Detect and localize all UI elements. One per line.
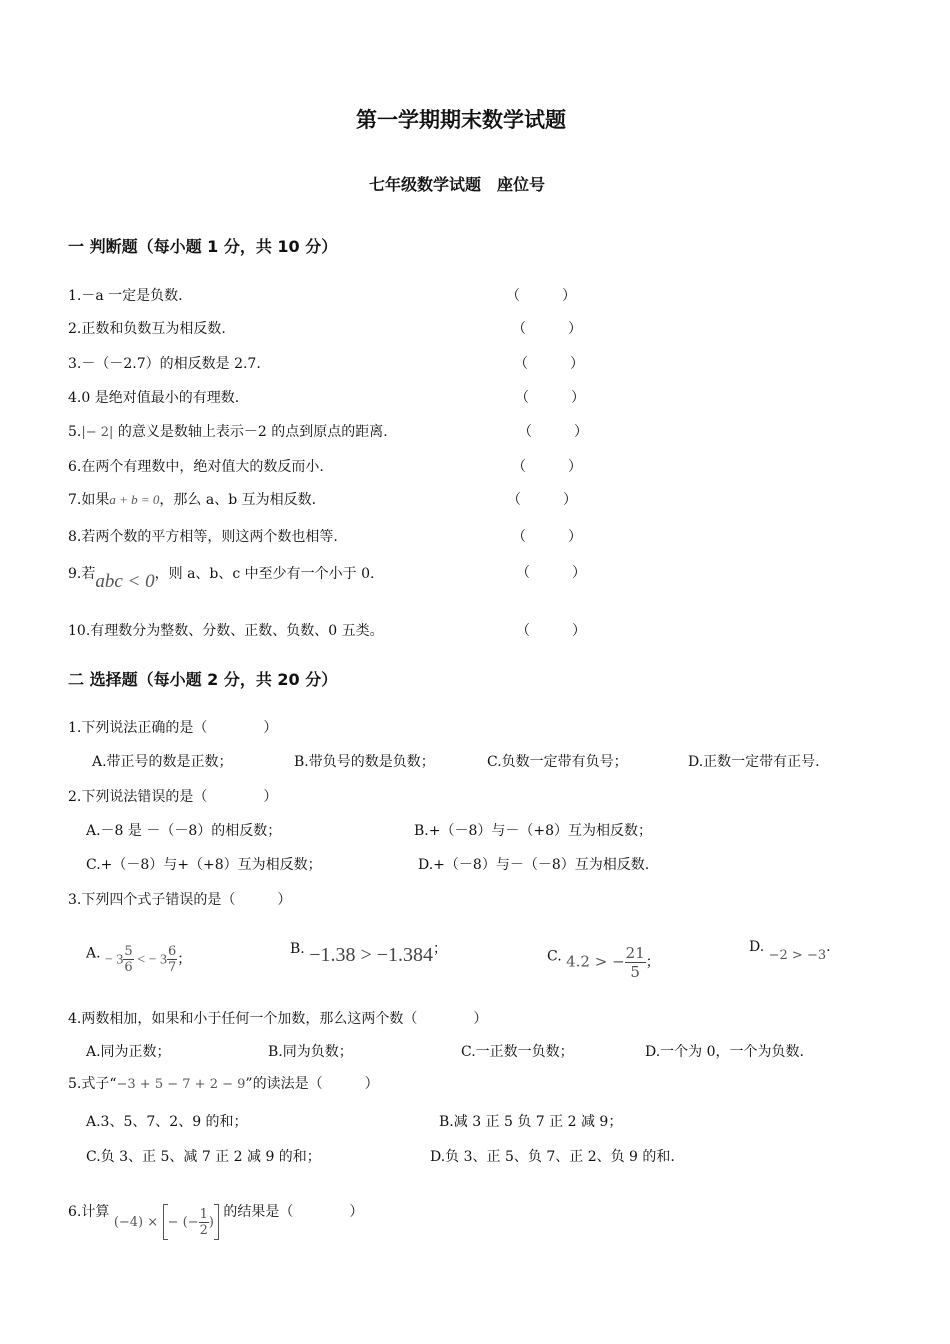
judge-answer-9[interactable]: （ ） [516,565,586,581]
judge-answer-7[interactable]: （ ） [507,492,577,508]
choice-q3-a-whole-2: < − 3 [133,952,167,968]
choice-q5-stem-suffix: ”的读法是（ ） [245,1076,379,1092]
fraction-numerator: 1 [199,1206,208,1222]
choice-q5-option-a[interactable]: A.3、5、7、2、9 的和； [86,1114,248,1130]
choice-q6-math-close: ) [208,1215,214,1230]
choice-q3-option-b-label: B. [290,941,305,957]
choice-q2-stem: 2.下列说法错误的是（ ） [68,789,278,805]
choice-q2-option-a[interactable]: A.－8 是 －（－8）的相反数； [86,823,282,839]
choice-q3-option-c[interactable] [547,938,660,981]
choice-q4-stem: 4.两数相加，如果和小于任何一个加数，那么这两个数（ ） [68,1011,488,1027]
judge-item-3: 3.－（－2.7）的相反数是 2.7. [68,356,261,372]
choice-q5-option-d[interactable]: D.负 3、正 5、负 7、正 2、负 9 的和. [430,1149,675,1165]
judge-answer-4[interactable]: （ ） [515,390,585,406]
choice-q3-a-fraction-2 [167,944,177,975]
judge-answer-10[interactable]: （ ） [516,623,586,639]
choice-q3-d-end: . [826,939,831,955]
judge-answer-3[interactable]: （ ） [514,356,584,372]
judge-item-4: 4.0 是绝对值最小的有理数. [68,390,240,406]
choice-q1-option-a[interactable]: A.带正号的数是正数； [92,754,233,770]
judge-answer-1[interactable]: （ ） [506,288,576,304]
choice-q5-option-c[interactable]: C.负 3、正 5、减 7 正 2 减 9 的和； [86,1149,321,1165]
judge-item-7 [68,491,316,509]
judge-item-9-number: 9.若 [68,566,96,582]
choice-q3-b-end: ； [433,941,448,957]
fraction-numerator: 21 [625,944,645,962]
choice-q3-d-math: −2 > −3 [768,948,827,963]
choice-q1-stem: 1.下列说法正确的是（ ） [68,720,278,736]
choice-q3-option-c-label: C. [547,948,562,965]
page-title: 第一学期期末数学试题 [356,108,566,132]
judge-item-2: 2.正数和负数互为相反数. [68,321,226,337]
fraction-denominator: 2 [199,1222,208,1238]
judge-item-7-number: 7.如果 [68,492,110,508]
fraction-numerator: 5 [124,944,133,959]
judge-item-6: 6.在两个有理数中，绝对值大的数反而小. [68,459,324,475]
choice-q5-stem-prefix: 5.式子“ [68,1076,117,1092]
judge-item-5-math: |− 2| [81,425,114,440]
choice-q3-option-a-label: A. [86,945,101,962]
choice-q4-option-a[interactable]: A.同为正数； [86,1044,171,1060]
choice-q4-option-d[interactable]: D.一个为 0，一个为负数. [645,1044,804,1060]
choice-q1-option-c[interactable]: C.负数一定带有负号； [487,754,628,770]
judge-item-5-text: 的意义是数轴上表示－2 的点到原点的距离. [113,424,388,440]
judge-item-7-math: a + b = 0 [109,492,160,507]
section-2-heading: 二 选择题（每小题 2 分，共 20 分） [68,670,338,689]
judge-item-5-number: 5. [68,424,82,440]
judge-answer-6[interactable]: （ ） [512,459,582,475]
fraction-numerator: 6 [168,944,177,959]
choice-q6-fraction [199,1207,209,1238]
choice-q3-option-a[interactable] [86,938,192,975]
choice-q3-stem: 3.下列四个式子错误的是（ ） [68,892,292,908]
choice-q3-a-fraction-1 [123,944,133,975]
choice-q5-stem [68,1075,379,1094]
choice-q6-stem-suffix: 的结果是（ ） [223,1204,364,1220]
choice-q6-math-factor: (−4) × [113,1215,159,1230]
choice-q6-stem [68,1194,364,1238]
choice-q5-option-b[interactable]: B.减 3 正 5 负 7 正 2 减 9； [439,1114,623,1130]
choice-q3-option-d[interactable] [749,938,831,963]
judge-answer-2[interactable]: （ ） [512,321,582,337]
judge-item-5 [68,423,388,442]
choice-q1-option-d[interactable]: D.正数一定带有正号. [688,754,820,770]
judge-answer-8[interactable]: （ ） [512,529,582,545]
choice-q6-stem-prefix: 6.计算 [68,1204,110,1220]
judge-item-8: 8.若两个数的平方相等，则这两个数也相等. [68,529,338,545]
choice-q3-a-whole-1: − 3 [105,952,124,968]
choice-q2-option-d[interactable]: D.+（－8）与－（－8）互为相反数. [418,857,650,873]
choice-q3-c-fraction [625,944,646,981]
judge-item-9-math: abc < 0 [95,571,155,592]
choice-q3-option-d-label: D. [749,939,765,955]
choice-q1-option-b[interactable]: B.带负号的数是负数； [294,754,435,770]
choice-q3-c-math: 4.2 > − [566,952,625,971]
fraction-denominator: 7 [168,960,177,975]
judge-item-7-text: ，那么 a、b 互为相反数. [159,492,317,508]
section-1-heading: 一 判断题（每小题 1 分，共 10 分） [68,237,338,256]
choice-q3-c-end: ； [645,954,660,971]
fraction-denominator: 5 [630,963,640,981]
choice-q3-b-math: −1.38 > −1.384 [309,944,434,966]
choice-q2-option-b[interactable]: B.+（－8）与－（+8）互为相反数； [414,823,653,839]
choice-q6-math-inner: − (− [167,1215,199,1230]
page-subtitle: 七年级数学试题 座位号 [369,175,546,194]
fraction-denominator: 6 [124,960,133,975]
judge-item-1: 1.－a 一定是负数. [68,288,183,304]
choice-q2-option-c[interactable]: C.+（－8）与+（+8）互为相反数； [86,857,322,873]
choice-q4-option-b[interactable]: B.同为负数； [268,1044,353,1060]
judge-item-9 [68,564,375,592]
choice-q3-option-b[interactable] [290,938,448,966]
choice-q3-a-end: ； [177,951,192,968]
choice-q4-option-c[interactable]: C.一正数一负数； [461,1044,574,1060]
judge-answer-5[interactable]: （ ） [518,424,588,440]
judge-item-9-text: ，则 a、b、c 中至少有一个小于 0. [154,566,375,582]
judge-item-10: 10.有理数分为整数、分数、正数、负数、0 五类。 [68,623,384,639]
right-bracket [214,1204,219,1240]
choice-q5-stem-math: −3 + 5 − 7 + 2 − 9 [116,1077,246,1092]
